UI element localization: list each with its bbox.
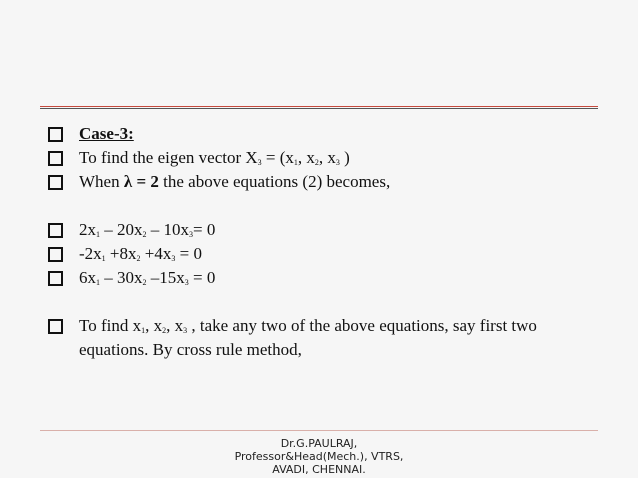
bullet-eigen-vector xyxy=(48,146,608,170)
bullet-case xyxy=(48,122,608,146)
when-lambda-text: When λ = 2 the above equations (2) becomes, xyxy=(79,172,391,191)
find-method-text: To find $x_1$, $x_2$, $x_3$ , take any two of the above equations, say first two equations. By cross rule method, xyxy=(79,316,537,359)
top-rule-accent xyxy=(40,106,598,107)
footer-line-1: Dr.G.PAULRAJ, xyxy=(280,437,358,450)
footer-credit xyxy=(0,437,638,476)
top-rule xyxy=(40,108,598,109)
bottom-rule xyxy=(40,430,598,431)
equation-1: $2x_1 - 20x_2 - 10x_3= 0$ xyxy=(79,220,216,239)
footer-line-2: Professor&Head(Mech.), VTRS, xyxy=(234,450,404,463)
bullet-equation-1 xyxy=(48,218,608,242)
checkbox-bullet-icon xyxy=(48,151,63,166)
case-heading: Case-3: xyxy=(79,124,134,143)
bullet-equation-2 xyxy=(48,242,608,266)
bullet-find-method xyxy=(48,314,608,362)
bullet-when-lambda xyxy=(48,170,608,194)
bullet-list xyxy=(48,122,608,362)
equation-2: $-2x_1 +8x_2 +4x_3 = 0$ xyxy=(79,244,202,263)
equation-3: $6x_1 - 30x_2$ $-15x_3 = 0$ xyxy=(79,268,216,287)
checkbox-bullet-icon xyxy=(48,175,63,190)
checkbox-bullet-icon xyxy=(48,127,63,142)
eigen-vector-text: To find the eigen vector $X_3 = (x_1$, $x_2$, $x_3$ ) xyxy=(79,148,350,167)
checkbox-bullet-icon xyxy=(48,319,63,334)
footer-line-3: AVADI, CHENNAI. xyxy=(272,463,366,476)
checkbox-bullet-icon xyxy=(48,223,63,238)
bullet-equation-3 xyxy=(48,266,608,290)
checkbox-bullet-icon xyxy=(48,271,63,286)
checkbox-bullet-icon xyxy=(48,247,63,262)
